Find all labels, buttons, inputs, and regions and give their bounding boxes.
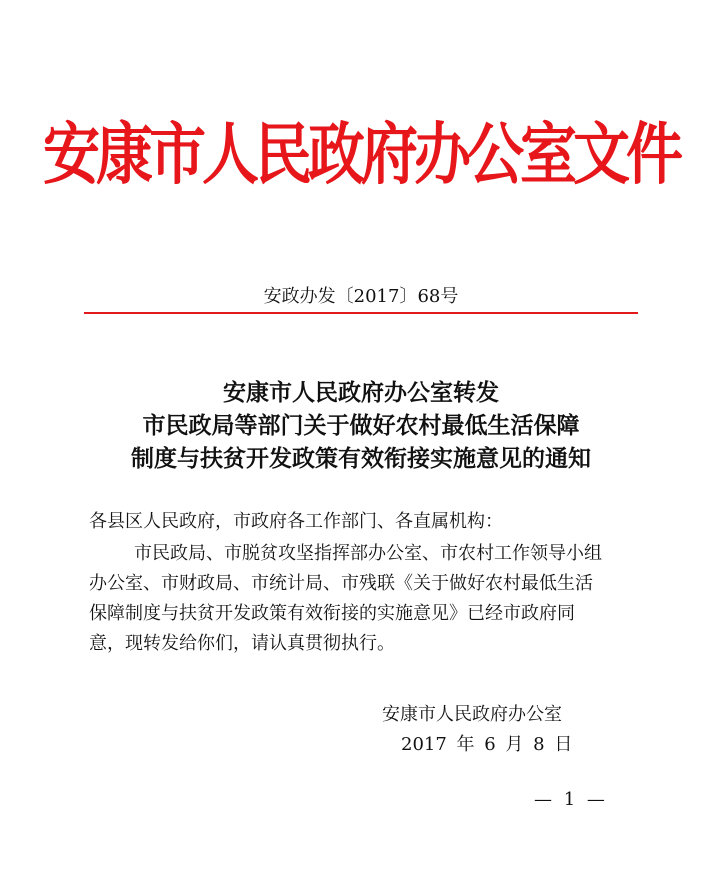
body-line-4: 意，现转发给你们，请认真贯彻执行。 bbox=[89, 633, 395, 654]
body-line-3: 保障制度与扶贫开发政策有效衔接的实施意见》已经市政府同 bbox=[89, 603, 575, 624]
red-divider-line bbox=[84, 312, 638, 314]
document-number: 安政办发〔2017〕68号 bbox=[263, 286, 459, 307]
title-line-3: 制度与扶贫开发政策有效衔接实施意见的通知 bbox=[131, 445, 591, 472]
signature-organization: 安康市人民政府办公室 bbox=[382, 704, 562, 725]
document-title bbox=[0, 376, 722, 475]
title-line-2: 市民政局等部门关于做好农村最低生活保障 bbox=[142, 412, 580, 439]
page-number: — 1 — bbox=[534, 789, 605, 810]
title-line-1: 安康市人民政府办公室转发 bbox=[223, 379, 499, 406]
body-paragraph bbox=[89, 539, 637, 659]
addressee: 各县区人民政府，市政府各工作部门、各直属机构： bbox=[89, 511, 503, 532]
signature-date: 2017 年 6 月 8 日 bbox=[401, 734, 573, 755]
document-header-title: 安康市人民政府办公室文件 bbox=[43, 115, 679, 195]
body-line-2: 办公室、市财政局、市统计局、市残联《关于做好农村最低生活 bbox=[89, 573, 593, 594]
body-line-1: 市民政局、市脱贫攻坚指挥部办公室、市农村工作领导小组 bbox=[134, 543, 602, 564]
